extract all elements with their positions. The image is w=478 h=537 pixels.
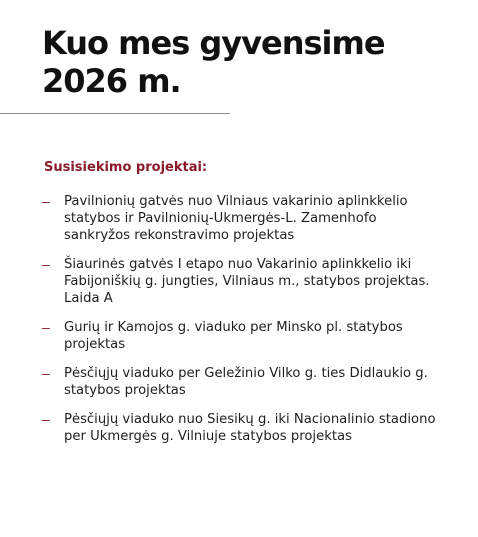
bullet-dash: –: [42, 319, 50, 335]
title-divider: [0, 113, 230, 114]
page-title-line-1: Kuo mes gyvensime: [42, 24, 385, 62]
bullet-dash: –: [42, 411, 50, 427]
list-item: [42, 256, 442, 307]
bullet-dash: –: [42, 256, 50, 272]
list-item: [42, 411, 442, 445]
bullet-dash: –: [42, 193, 50, 209]
section-heading: Susisiekimo projektai:: [44, 160, 208, 175]
list-item: [42, 365, 442, 399]
project-list: [42, 193, 442, 457]
project-text: Gurių ir Kamojos g. viaduko per Minsko pl. statybos projektas: [64, 320, 403, 352]
project-text: Pėsčiųjų viaduko nuo Siesikų g. iki Nacionalinio stadiono per Ukmergės g. Vilniuje statybos projektas: [64, 412, 436, 444]
bullet-dash: –: [42, 365, 50, 381]
page-title: [42, 24, 385, 100]
list-item: [42, 319, 442, 353]
project-text: Pėsčiųjų viaduko per Geležinio Vilko g. ties Didlaukio g. statybos projektas: [64, 366, 428, 398]
project-text: Šiaurinės gatvės I etapo nuo Vakarinio aplinkkelio iki Fabijoniškių g. jungties, Vilniaus m., statybos projektas. Laida A: [64, 257, 430, 306]
list-item: [42, 193, 442, 244]
project-text: Pavilnionių gatvės nuo Vilniaus vakarinio aplinkkelio statybos ir Pavilnionių-Ukmergės-L. Zamenhofo sankryžos rekonstravimo projektas: [64, 194, 408, 243]
page-title-line-2: 2026 m.: [42, 62, 181, 100]
